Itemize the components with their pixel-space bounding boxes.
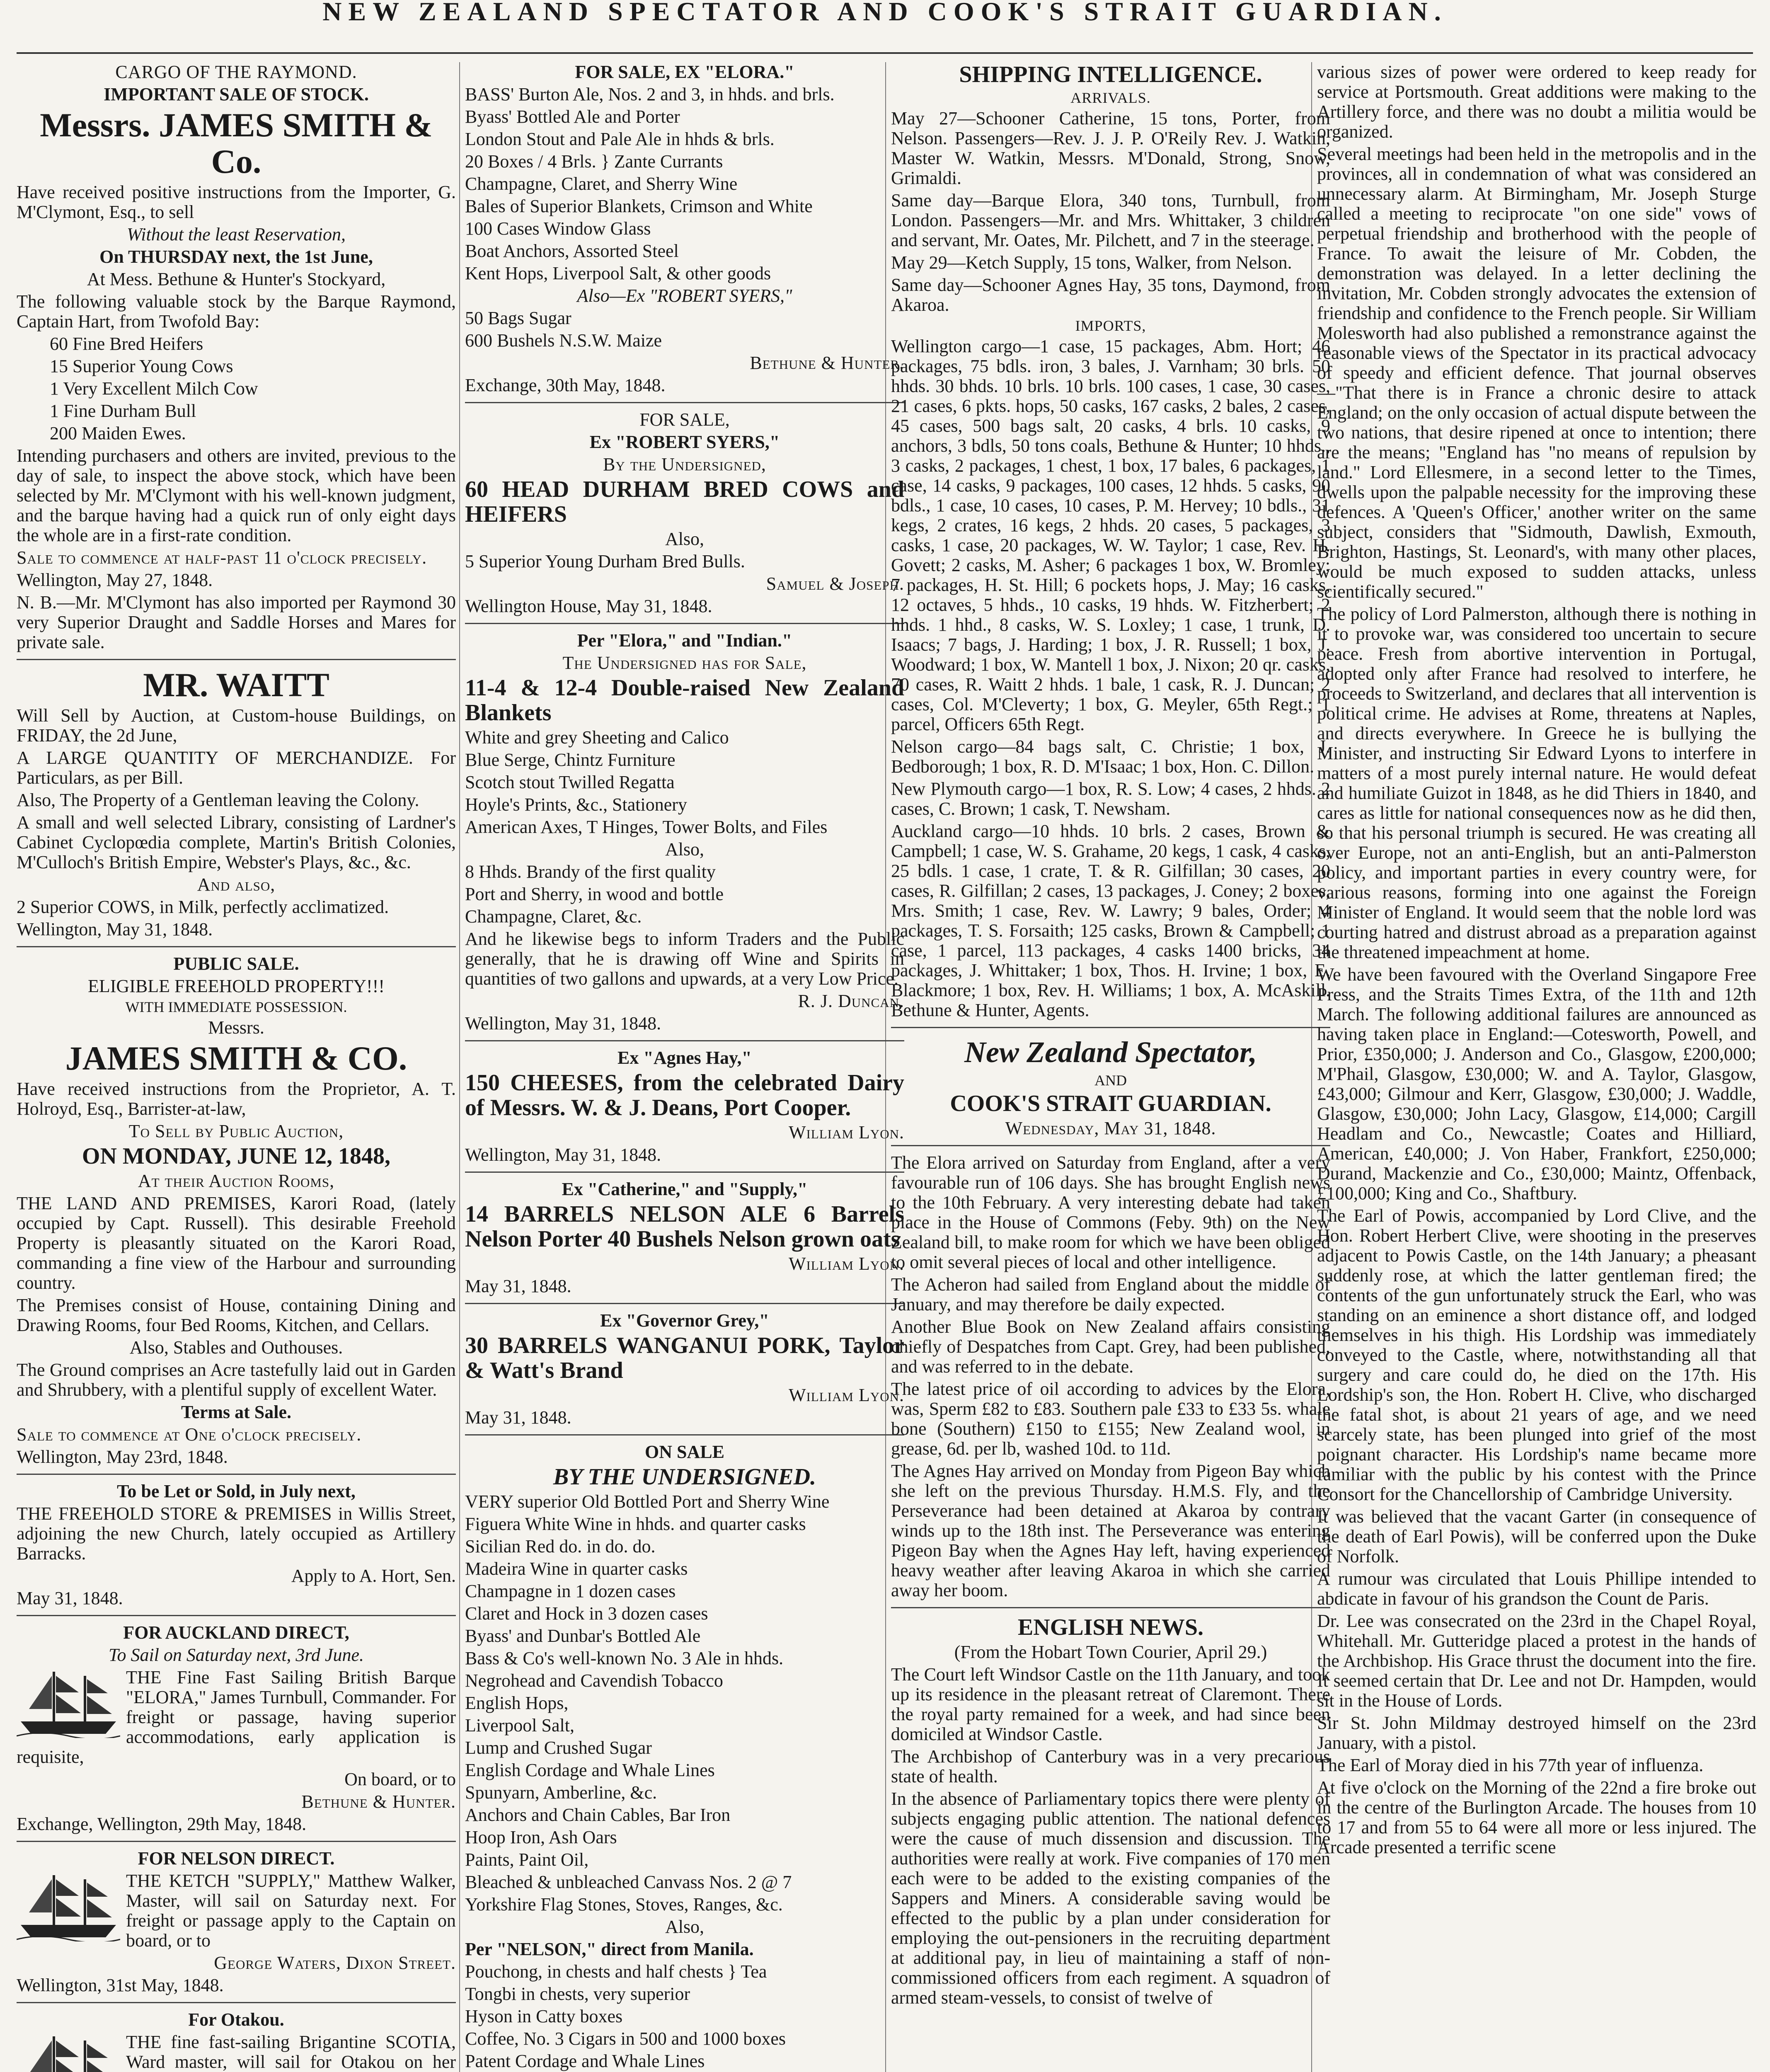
- text-block: Ex "Governor Grey,": [600, 1310, 769, 1331]
- text-block: Wellington, May 31, 1848.: [465, 1145, 661, 1165]
- text-block: THE KETCH "SUPPLY," Matthew Walker, Master, will sail on Saturday next. For freight or passage apply to the Captain on board, or to: [126, 1871, 456, 1951]
- text-block: Exchange, 30th May, 1848.: [465, 375, 666, 395]
- text-block: It was believed that the vacant Garter (in consequence of the death of Earl Powis), will be conferred upon the Duke of Norfolk.: [1317, 1506, 1756, 1566]
- text-block: BY THE UNDERSIGNED.: [553, 1464, 816, 1490]
- text-block: 50 Bags Sugar: [465, 308, 571, 328]
- text-block: In the absence of Parliamentary topics there were plenty of subjects engaging public attention. The national defences were the cause of much dissension and discussion. The authorities were really at work. Five companies of 170 men each were to be added to the existing companies of the Sappers and Miners. A considerable saving would be effected to the public by a plan under consideration for employing the out-pensioners in the recruiting department at additional pay, in lieu of maintaining a staff of non-commissioned officers from each regiment. A squadron of armed steam-vessels, to consist of twelve of: [891, 1789, 1330, 2008]
- section-rule: [465, 1172, 904, 1173]
- section-rule: [17, 659, 456, 660]
- text-block: George Waters, Dixon Street.: [214, 1953, 456, 1973]
- section-rule: [465, 1434, 904, 1435]
- text-block: Also,: [665, 529, 705, 549]
- text-block: 11-4 & 12-4 Double-raised New Zealand Blankets: [465, 675, 904, 726]
- text-block: AND: [1094, 1072, 1127, 1089]
- text-block: Several meetings had been held in the metropolis and in the provinces, all in condemnation of what was considered an unnecessary alarm. At Birmingham, Mr. Joseph Sturge called a meeting to reciprocate "on one side" vows of perpetual friendship and brotherhood with the people of France. To await the leisure of Mr. Cobden, the demonstration was delayed. In a letter declining the invitation, Mr. Cobden strongly advocates the extension of friendship and confidence to the French people. Sir William Molesworth had also published a remonstrance against the reasonable views of the Spectator in its practical advocacy of speedy and efficient defence. That journal observes—"That there is in France a chronic desire to attack England; on the only occasion of actual dispute between the two nations, that desire ripened at once to intention; there are the means; "England has "no means of repulsion by land." Lord Ellesmere, in a second letter to the Times, dwells upon the palpable necessity for the improving these defences. A 'Queen's Officer,' another writer on the same subject, considers that "Sidmouth, Dawlish, Exmouth, Brighton, Hastings, St. Leonard's, with many other places, would be much exposed to sudden attacks, unless scientifically secured.": [1317, 144, 1756, 602]
- section-rule: [17, 2002, 456, 2003]
- column-4: [1317, 62, 1756, 2072]
- text-block: Have received instructions from the Proprietor, A. T. Holroyd, Esq., Barrister-at-law,: [17, 1079, 456, 1119]
- text-block: Bethune & Hunter.: [750, 353, 904, 373]
- text-block: Scotch stout Twilled Regatta: [465, 772, 675, 792]
- text-block: ARRIVALS.: [1070, 90, 1151, 106]
- text-block: IMPORTS,: [1075, 317, 1146, 334]
- text-block: Bethune & Hunter.: [301, 1791, 456, 1812]
- text-block: New Zealand Spectator,: [964, 1036, 1257, 1069]
- text-block: 1 Fine Durham Bull: [50, 401, 196, 421]
- text-block: The Elora arrived on Saturday from England, after a very favourable run of 106 days. She has brought English news to the 10th February. A very interesting debate had taken place in the House of Commons (Feby. 9th) on the New Zealand bill, to make room for which we have been obliged to omit several pieces of local and other intelligence.: [891, 1152, 1330, 1272]
- text-block: Negrohead and Cavendish Tobacco: [465, 1670, 723, 1691]
- text-block: Ex "Agnes Hay,": [617, 1048, 752, 1068]
- text-block: (From the Hobart Town Courier, April 29.): [954, 1642, 1267, 1662]
- text-block: And he likewise begs to inform Traders and the Public generally, that he is drawing off Wine and Spirits in quantities of two gallons and upwards, at a very Low Price.: [465, 929, 904, 989]
- text-block: Pouchong, in chests and half chests } Tea: [465, 1961, 767, 1982]
- text-block: 20 Boxes / 4 Brls. } Zante Currants: [465, 151, 723, 172]
- ship-icon: [17, 1871, 120, 1941]
- text-block: On board, or to: [344, 1769, 456, 1789]
- text-block: At Mess. Bethune & Hunter's Stockyard,: [87, 269, 386, 289]
- text-block: Also,: [665, 1917, 705, 1937]
- text-block: FOR NELSON DIRECT.: [138, 1848, 335, 1869]
- text-block: THE Fine Fast Sailing British Barque "ELORA," James Turnbull, Commander. For freight or passage, having superior accommodations, early application is requisite,: [17, 1667, 456, 1767]
- text-block: JAMES SMITH & CO.: [65, 1039, 407, 1077]
- text-block: A LARGE QUANTITY OF MERCHANDIZE. For Particulars, as per Bill.: [17, 748, 456, 788]
- text-block: English Hops,: [465, 1693, 569, 1713]
- text-block: May 31, 1848.: [17, 1588, 123, 1608]
- section-rule: [891, 1607, 1330, 1608]
- text-block: Wellington, May 31, 1848.: [465, 1013, 661, 1034]
- section-rule: [17, 946, 456, 947]
- text-block: May 31, 1848.: [465, 1407, 571, 1428]
- text-block: Port and Sherry, in wood and bottle: [465, 884, 724, 904]
- text-block: Bass & Co's well-known No. 3 Ale in hhds.: [465, 1648, 784, 1668]
- text-block: Byass' and Dunbar's Bottled Ale: [465, 1626, 701, 1646]
- text-block: 14 BARRELS NELSON ALE 6 Barrels Nelson Porter 40 Bushels Nelson grown oats: [465, 1201, 904, 1252]
- text-block: 100 Cases Window Glass: [465, 218, 651, 239]
- text-block: May 31, 1848.: [465, 1276, 571, 1296]
- text-block: Hyson in Catty boxes: [465, 2006, 623, 2026]
- text-block: Also,: [665, 839, 705, 859]
- text-block: 15 Superior Young Cows: [50, 356, 233, 376]
- text-block: The Agnes Hay arrived on Monday from Pigeon Bay which she left on the previous Thursday. H.M.S. Fly, and the Perseverance had been detained at Akaroa by contrary winds up to the 18th inst. The Perseverance was entering Pigeon Bay when the Agnes Hay left, having experienced heavy weather after leaving Akaroa in which she carried away her boom.: [891, 1461, 1330, 1600]
- text-block: R. J. Duncan.: [798, 991, 904, 1011]
- section-rule: [17, 1615, 456, 1616]
- text-block: And also,: [197, 874, 276, 895]
- text-block: Hoop Iron, Ash Oars: [465, 1827, 617, 1847]
- column-divider: [459, 62, 460, 2072]
- text-block: New Plymouth cargo—1 box, R. S. Low; 4 cases, 2 hhds. 2 cases, C. Brown; 1 cask, T. Newsham.: [891, 779, 1330, 819]
- text-block: The following valuable stock by the Barque Raymond, Captain Hart, from Twofold Bay:: [17, 291, 456, 332]
- text-block: Anchors and Chain Cables, Bar Iron: [465, 1805, 731, 1825]
- text-block: Same day—Barque Elora, 340 tons, Turnbull, from London. Passengers—Mr. and Mrs. Whittaker, 3 children and servant, Mr. Oates, Mr. Pilchett, and 7 in the steerage.: [891, 190, 1330, 250]
- text-block: Per "Elora," and "Indian.": [577, 630, 792, 651]
- text-block: White and grey Sheeting and Calico: [465, 727, 729, 748]
- text-block: FOR SALE, EX "ELORA.": [575, 62, 794, 82]
- text-block: Sicilian Red do. in do. do.: [465, 1536, 656, 1556]
- ship-icon: [17, 2032, 120, 2072]
- text-block: 30 BARRELS WANGANUI PORK, Taylor & Watt's Brand: [465, 1333, 904, 1383]
- text-block: To Sell by Public Auction,: [128, 1121, 344, 1141]
- text-block: 600 Bushels N.S.W. Maize: [465, 330, 662, 351]
- text-block: May 29—Ketch Supply, 15 tons, Walker, from Nelson.: [891, 252, 1292, 273]
- text-block: Will Sell by Auction, at Custom-house Buildings, on FRIDAY, the 2d June,: [17, 705, 456, 746]
- text-block: Nelson cargo—84 bags salt, C. Christie; 1 box, J. Bedborough; 1 box, R. D. M'Isaac; 1 box, Hon. C. Dillon.: [891, 736, 1330, 777]
- text-block: IMPORTANT SALE OF STOCK.: [104, 84, 369, 104]
- text-block: 60 Fine Bred Heifers: [50, 334, 203, 354]
- text-block: PUBLIC SALE.: [173, 954, 299, 974]
- text-block: Hoyle's Prints, &c., Stationery: [465, 794, 687, 815]
- text-block: The latest price of oil according to advices by the Elora, was, Sperm £82 to £83. Southern pale £33 to £33 5s. whale bone (Southern) £150 to £155; New Zealand wool, in grease, 6d. per lb, washed 10d. to 11d.: [891, 1379, 1330, 1459]
- text-block: SHIPPING INTELLIGENCE.: [959, 62, 1262, 87]
- text-block: Tongbi in chests, very superior: [465, 1984, 690, 2004]
- text-block: FOR SALE,: [639, 409, 730, 430]
- text-block: THE LAND AND PREMISES, Karori Road, (lately occupied by Capt. Russell). This desirable Freehold Property is pleasantly situated on the Karori Road, commanding a fine view of the Harbour and surrounding country.: [17, 1193, 456, 1293]
- text-block: Bleached & unbleached Canvass Nos. 2 @ 7: [465, 1872, 792, 1892]
- text-block: English Cordage and Whale Lines: [465, 1760, 715, 1780]
- text-block: BASS' Burton Ale, Nos. 2 and 3, in hhds. and brls.: [465, 84, 835, 104]
- text-block: Champagne in 1 dozen cases: [465, 1581, 676, 1601]
- text-block: The Undersigned has for Sale,: [562, 653, 807, 673]
- text-block: For Otakou.: [188, 2009, 284, 2030]
- text-block: Exchange, Wellington, 29th May, 1848.: [17, 1814, 307, 1834]
- text-block: Wellington, May 23rd, 1848.: [17, 1447, 228, 1467]
- section-rule: [465, 623, 904, 624]
- text-block: A small and well selected Library, consisting of Lardner's Cabinet Cyclopœdia complete, Martin's British Colonies, M'Culloch's British Empire, Webster's Plays, &c., &c.: [17, 812, 456, 872]
- text-block: Figuera White Wine in hhds. and quarter casks: [465, 1514, 806, 1534]
- text-block: William Lyon.: [788, 1385, 904, 1405]
- text-block: Samuel & Joseph.: [766, 574, 904, 594]
- text-block: A rumour was circulated that Louis Phillipe intended to abdicate in favour of his grandson the Count de Paris.: [1317, 1569, 1756, 1609]
- text-block: The Court left Windsor Castle on the 11th January, and took up its residence in the pleasant retreat of Claremont. There the royal party remained for a week, and had since been domiciled at Windsor Castle.: [891, 1664, 1330, 1744]
- text-block: VERY superior Old Bottled Port and Sherry Wine: [465, 1491, 830, 1512]
- text-block: MR. WAITT: [143, 666, 329, 704]
- masthead: NEW ZEALAND SPECTATOR AND COOK'S STRAIT GUARDIAN.: [322, 0, 1448, 26]
- text-block: Coffee, No. 3 Cigars in 500 and 1000 boxes: [465, 2028, 786, 2049]
- text-block: Boat Anchors, Assorted Steel: [465, 241, 679, 261]
- text-block: Lump and Crushed Sugar: [465, 1738, 652, 1758]
- text-block: ELIGIBLE FREEHOLD PROPERTY!!!: [88, 976, 385, 996]
- text-block: Liverpool Salt,: [465, 1715, 574, 1736]
- section-rule: [465, 402, 904, 403]
- text-block: Ex "ROBERT SYERS,": [589, 432, 780, 452]
- text-block: THE fine fast-sailing Brigantine SCOTIA, Ward master, will sail for Otakou on her: [126, 2032, 456, 2072]
- text-block: Spunyarn, Amberline, &c.: [465, 1782, 657, 1803]
- text-block: Wellington cargo—1 case, 15 packages, Abm. Hort; 46 packages, 75 bdls. iron, 3 bales, J. Varnham; 30 brls. 50 hhds. 30 bhds. 10 brls. 10 brls. 100 cases, 1 case, 30 cases, 21 cases, 6 pkts. hops, 50 casks, 167 casks, 2 bales, 2 cases, 45 cases, 500 bags salt, 20 casks, 4 brls. 10 casks, 9 anchors, 3 bdls, 50 tons coals, Bethune & Hunter; 10 hhds., 3 casks, 2 packages, 1 chest, 1 box, 17 bales, 6 packages, 1 case, 14 casks, 9 packages, 100 cases, 12 hhds. 5 casks, 90 bdls., 1 case, 10 cases, 10 cases, P. M. Hervey; 10 bdls., 31 kegs, 2 crates, 16 kegs, 2 hhds. 20 cases, 5 packages, 3 casks, 1 case, 20 packages, W. W. Taylor; 1 case, Rev. H. Govett; 2 casks, M. Asher; 6 packages 1 box, W. Bromley; 7 packages, H. St. Hill; 6 pockets hops, J. May; 16 casks, 12 octaves, 5 hhds., 10 casks, 19 hhds. W. Fitzherbert; 2 hhds. 1 hhd., 8 casks, W. S. Loxley; 1 case, 1 trunk, D. Isaacs; 7 bags, J. Harding; 1 box, J. R. Russell; 1 box, J. Woodward; 1 box, W. Mantell 1 box, J. Nixon; 20 qr. casks, 70 cases, R. Waitt 2 hhds. 1 bale, 1 cask, R. J. Duncan; 2 cases, Col. M'Cleverty; 1 box, G. Meyler, 65th Regt.; 1 parcel, Officers 65th Regt.: [891, 336, 1330, 734]
- text-block: Messrs.: [208, 1017, 264, 1038]
- text-block: various sizes of power were ordered to keep ready for service at Portsmouth. Great additions were making to the Artillery force, and there was no doubt a militia would be organized.: [1317, 62, 1756, 142]
- text-block: 150 CHEESES, from the celebrated Dairy of Messrs. W. & J. Deans, Port Cooper.: [465, 1070, 904, 1121]
- text-block: Wellington, 31st May, 1848.: [17, 1975, 224, 1995]
- text-block: 200 Maiden Ewes.: [50, 423, 186, 443]
- text-block: Wellington House, May 31, 1848.: [465, 596, 712, 616]
- text-block: The Archbishop of Canterbury was in a very precarious state of health.: [891, 1746, 1330, 1786]
- text-block: Have received positive instructions from the Importer, G. M'Clymont, Esq., to sell: [17, 182, 456, 222]
- text-block: The Earl of Moray died in his 77th year of influenza.: [1317, 1755, 1704, 1775]
- text-block: 2 Superior COWS, in Milk, perfectly acclimatized.: [17, 897, 389, 917]
- text-block: Apply to A. Hort, Sen.: [291, 1566, 456, 1586]
- text-block: To be Let or Sold, in July next,: [117, 1481, 356, 1501]
- text-block: Madeira Wine in quarter casks: [465, 1559, 688, 1579]
- text-block: Yorkshire Flag Stones, Stoves, Ranges, &c.: [465, 1894, 783, 1915]
- text-block: The Premises consist of House, containing Dining and Drawing Rooms, four Bed Rooms, Kitchen, and Cellars.: [17, 1295, 456, 1335]
- text-block: 5 Superior Young Durham Bred Bulls.: [465, 551, 745, 571]
- text-block: The policy of Lord Palmerston, although there is nothing in it to provoke war, was considered too uncertain to secure peace. Fresh from abortive intervention in Portugal, adopted only after France had resolved to interfere, he proceeds to Switzerland, and declares that all intervention is political crime. He advises at Rome, threatens at Naples, and directs everywhere. In Greece he is bullying the Minister, and instructing Sir Edward Lyons to interfere in matters of a most purely internal nature. He would defeat and humiliate Guizot in 1848, as he did Thiers in 1840, and cares as little for national consequences now as he did then, so that his personal triumph is secured. He was creating all over Europe, not an anti-English, but an anti-Palmerston policy, and important parties in every country were, for various reasons, forming into one against the Foreign Minister of England. It would seem that the noble lord was courting hatred and distrust abroad as a preparation against the threatened impeachment at home.: [1317, 604, 1756, 962]
- column-1: [17, 62, 456, 2072]
- text-block: Kent Hops, Liverpool Salt, & other goods: [465, 263, 771, 283]
- text-block: May 27—Schooner Catherine, 15 tons, Porter, from Nelson. Passengers—Rev. J. J. P. O'Reily Rev. J. Watkin, Master W. Watkin, Messrs. M'Donald, Strong, Snow, Grimaldi.: [891, 108, 1330, 188]
- text-block: On THURSDAY next, the 1st June,: [99, 247, 373, 267]
- section-rule: [17, 1841, 456, 1842]
- column-3: [891, 62, 1330, 2072]
- text-block: London Stout and Pale Ale in hhds & brls.: [465, 129, 775, 149]
- text-block: Auckland cargo—10 hhds. 10 brls. 2 cases, Brown & Campbell; 1 case, W. S. Grahame, 20 kegs, 1 cask, 4 casks, 25 bdls. 1 case, 1 crate, T. & R. Gilfillan; 30 cases, 20 cases, R. Gilfillan; 2 cases, 13 packages, J. Coney; 2 boxes, Mrs. Smith; 1 case, Rev. W. Lawry; 9 bales, Order; 4 packages, T. S. Forsaith; 125 casks, Brown & Campbell; 1 case, 1 parcel, 113 packages, 4 casks 1400 bricks, 34 packages, J. Whittaker; 1 box, Thos. H. Irvine; 1 box, E. Blackmore; 1 box, Rev. H. Williams; 1 box, A. McAskill. Bethune & Hunter, Agents.: [891, 821, 1330, 1020]
- section-rule: [891, 1145, 1330, 1146]
- text-block: William Lyon.: [788, 1254, 904, 1274]
- text-block: 8 Hhds. Brandy of the first quality: [465, 862, 716, 882]
- text-block: Sale to commence at One o'clock precisely.: [17, 1424, 362, 1445]
- text-block: Messrs. JAMES SMITH & Co.: [40, 106, 433, 180]
- text-block: Also, The Property of a Gentleman leaving the Colony.: [17, 790, 419, 810]
- ship-icon: [17, 1668, 120, 1738]
- text-block: Ex "Catherine," and "Supply,": [562, 1179, 808, 1199]
- section-rule: [465, 1303, 904, 1304]
- text-block: Another Blue Book on New Zealand affairs consisting chiefly of Despatches from Capt. Grey, had been published, and was referred to in the debate.: [891, 1317, 1330, 1377]
- text-block: We have been favoured with the Overland Singapore Free Press, and the Straits Times Extra, of the 11th and 12th March. The following additional failures are announced as having taken place in England:—Cotesworth, Powell, and Prior, £350,000; J. Anderson and Co., Glasgow, £200,000; M'Phail, Glasgow, £30,000; W. and A. Taylor, Glasgow, £43,000; Gilmour and Kerr, Glasgow, £30,000; J. Waddle, Glasgow, £30,000; John Lacy, Glasgow, £14,000; Cargill Headlam and Co., Newcastle; Coates and Hilliard, American, £40,000; J. Von Haber, Frankfort, £250,000; Durand, Mackenzie and Co., £30,000; Maintz, Offenback, £100,000; King and Co., Shaftbury.: [1317, 964, 1756, 1203]
- text-block: Byass' Bottled Ale and Porter: [465, 107, 680, 127]
- text-block: THE FREEHOLD STORE & PREMISES in Willis Street, adjoining the new Church, lately occupied as Artillery Barracks.: [17, 1503, 456, 1564]
- text-block: Same day—Schooner Agnes Hay, 35 tons, Daymond, from Akaroa.: [891, 275, 1330, 315]
- text-block: ON MONDAY, JUNE 12, 1848,: [82, 1143, 391, 1169]
- text-block: William Lyon.: [788, 1122, 904, 1143]
- text-block: Claret and Hock in 3 dozen cases: [465, 1603, 708, 1624]
- text-block: Sale to commence at half-past 11 o'clock precisely.: [17, 547, 427, 568]
- text-block: The Earl of Powis, accompanied by Lord Clive, and the Hon. Robert Herbert Clive, were shooting in the preserves adjacent to Powis Castle, on the 14th January; a pheasant suddenly rose, at which the latter gentleman fired; the contents of the gun unfortunately struck the Earl, who was standing on an eminence a short distance off, and lodged themselves in his thigh. His Lordship was immediately conveyed to the Castle, where, notwithstanding all that surgery and care could do, he died on the 17th. His Lordship's son, the Hon. Robert H. Clive, who discharged the fatal shot, is about 21 years of age, and we need scarcely state, has been plunged into grief of the most poignant character. His Lordship's name became more familiar with the public by his contest with the Prince Consort for the Chancellorship of Cambridge University.: [1317, 1205, 1756, 1504]
- text-block: 1 Very Excellent Milch Cow: [50, 378, 258, 399]
- column-2: [465, 62, 904, 2072]
- text-block: Blue Serge, Chintz Furniture: [465, 750, 676, 770]
- text-block: WITH IMMEDIATE POSSESSION.: [125, 999, 347, 1015]
- text-block: Also—Ex "ROBERT SYERS,": [577, 286, 792, 306]
- text-block: ENGLISH NEWS.: [1017, 1615, 1204, 1640]
- text-block: 60 HEAD DURHAM BRED COWS and HEIFERS: [465, 477, 904, 527]
- text-block: At five o'clock on the Morning of the 22nd a fire broke out in the centre of the Burlington Arcade. The houses from 10 to 17 and from 55 to 64 were all more or less injured. The Arcade presented a terrific scene: [1317, 1777, 1756, 1857]
- text-block: Champagne, Claret, &c.: [465, 906, 642, 927]
- text-block: To Sail on Saturday next, 3rd June.: [109, 1645, 364, 1665]
- text-block: Wellington, May 31, 1848.: [17, 919, 213, 939]
- text-block: Wednesday, May 31, 1848.: [1005, 1118, 1216, 1138]
- text-block: Paints, Paint Oil,: [465, 1849, 589, 1870]
- text-block: FOR AUCKLAND DIRECT,: [123, 1622, 349, 1643]
- text-block: Without the least Reservation,: [127, 224, 346, 244]
- text-block: CARGO OF THE RAYMOND.: [115, 62, 357, 82]
- text-block: Sir St. John Mildmay destroyed himself on the 23rd January, with a pistol.: [1317, 1713, 1756, 1753]
- text-block: N. B.—Mr. M'Clymont has also imported per Raymond 30 very Superior Draught and Saddle Horses and Mares for private sale.: [17, 592, 456, 652]
- section-rule: [17, 1474, 456, 1475]
- text-block: Intending purchasers and others are invited, previous to the day of sale, to inspect the above stock, which have been selected by Mr. M'Clymont with his well-known judgment, and the barque having had a quick run of only eight days the whole are in a first-rate condition.: [17, 445, 456, 545]
- text-block: ON SALE: [645, 1442, 724, 1462]
- masthead-rule: [17, 52, 1753, 54]
- text-block: By the Undersigned,: [603, 454, 766, 474]
- text-block: At their Auction Rooms,: [138, 1171, 335, 1191]
- text-block: Champagne, Claret, and Sherry Wine: [465, 174, 738, 194]
- text-block: Wellington, May 27, 1848.: [17, 570, 213, 590]
- text-block: American Axes, T Hinges, Tower Bolts, and Files: [465, 817, 828, 837]
- text-block: Dr. Lee was consecrated on the 23rd in the Chapel Royal, Whitehall. Mr. Gutteridge placed a protest in the hands of the Archbishop. His Grace thrust the document into the fire. It seemed certain that Dr. Lee and not Dr. Hampden, would sit in the House of Lords.: [1317, 1611, 1756, 1711]
- text-block: The Acheron had sailed from England about the middle of January, and may therefore be daily expected.: [891, 1274, 1330, 1314]
- text-block: COOK'S STRAIT GUARDIAN.: [950, 1091, 1271, 1116]
- text-block: Terms at Sale.: [181, 1402, 292, 1422]
- text-block: Per "NELSON," direct from Manila.: [465, 1939, 754, 1959]
- text-block: Patent Cordage and Whale Lines: [465, 2051, 705, 2071]
- text-block: Bales of Superior Blankets, Crimson and White: [465, 196, 813, 216]
- text-block: Also, Stables and Outhouses.: [129, 1337, 343, 1358]
- section-rule: [891, 1027, 1330, 1028]
- section-rule: [465, 1040, 904, 1041]
- text-block: The Ground comprises an Acre tastefully laid out in Garden and Shrubbery, with a plentiful supply of excellent Water.: [17, 1360, 456, 1400]
